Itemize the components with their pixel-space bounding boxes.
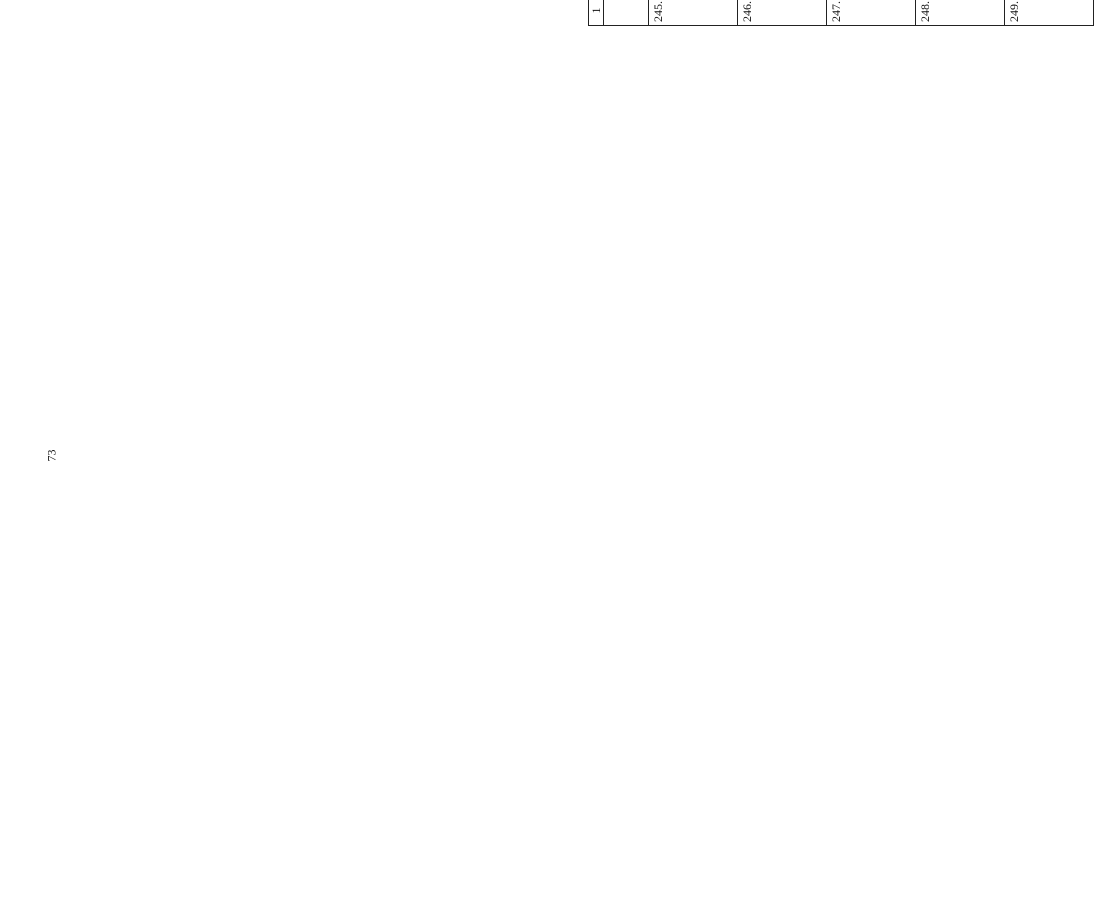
row-number: 246. — [738, 0, 827, 26]
cell — [604, 0, 649, 26]
continuation-row — [604, 0, 649, 26]
property-table — [588, 0, 1094, 26]
row-number: 247. — [827, 0, 916, 26]
table-row — [738, 0, 827, 26]
header-row — [589, 0, 604, 26]
row-number: 248. — [916, 0, 1005, 26]
row-number: 249. — [1005, 0, 1094, 26]
header-cell: 1 — [589, 0, 604, 26]
table-row — [649, 0, 738, 26]
table-row — [1005, 0, 1094, 26]
page-number: 73 — [44, 449, 59, 462]
table-row — [827, 0, 916, 26]
row-number: 245. — [649, 0, 738, 26]
table-row — [916, 0, 1005, 26]
rotated-table-wrapper — [588, 0, 1098, 26]
